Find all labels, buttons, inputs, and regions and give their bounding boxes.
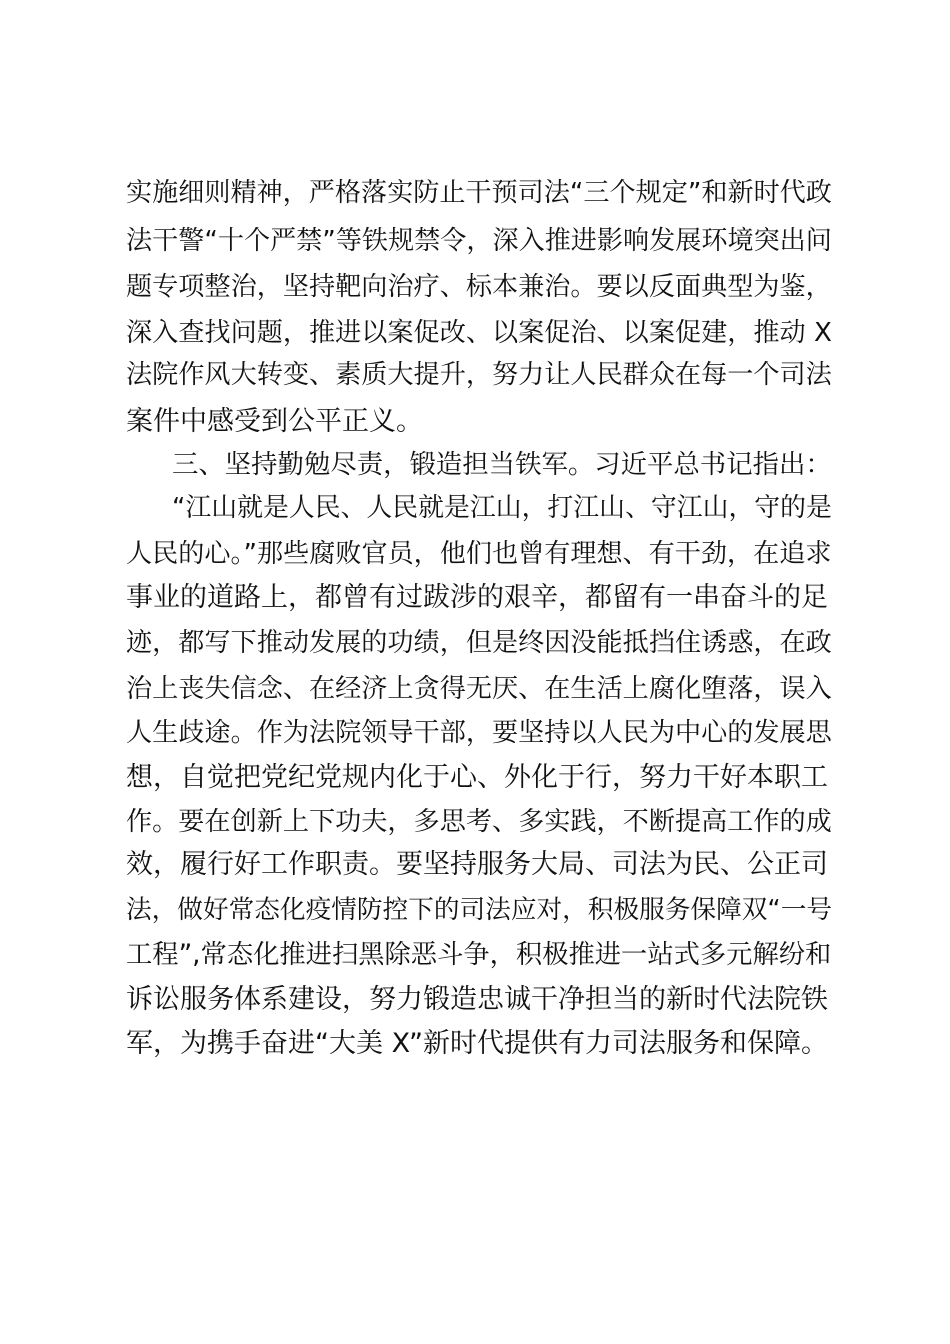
text-line: 法，做好常态化疫情防控下的司法应对，积极服务保障双“一号 [126, 895, 833, 925]
text-line: 深入查找问题，推进以案促改、以案促治、以案促建，推动 X [126, 318, 832, 348]
text-line: 效，履行好工作职责。要坚持服务大局、司法为民、公正司 [126, 849, 828, 880]
text-line: 法干警“十个严禁”等铁规禁令，深入推进影响发展环境突出问 [126, 226, 832, 256]
text-line: 题专项整治，坚持靶向治疗、标本兼治。要以反面典型为鉴， [126, 272, 832, 302]
text-line: 法院作风大转变、素质大提升，努力让人民群众在每一个司法 [126, 360, 832, 390]
text-line: 人生歧途。作为法院领导干部，要坚持以人民为中心的发展思 [126, 718, 832, 748]
text-line: 人民的心。”那些腐败官员，他们也曾有理想、有干劲，在追求 [126, 539, 832, 569]
text-line: 事业的道路上，都曾有过跋涉的艰辛，都留有一串奋斗的足 [126, 582, 828, 613]
text-line: 诉讼服务体系建设，努力锻造忠诚干净担当的新时代法院铁 [126, 984, 828, 1015]
text-line: 迹，都写下推动发展的功绩，但是终因没能抵挡住诱惑，在政 [126, 628, 832, 658]
quote-line: “江山就是人民、人民就是江山，打江山、守江山，守的是 [172, 493, 832, 523]
text-line: 作。要在创新上下功夫，多思考、多实践，不断提高工作的成 [126, 807, 832, 837]
text-line: 案件中感受到公平正义。 [126, 406, 423, 437]
section-heading: 三、坚持勤勉尽责，锻造担当铁军。习近平总书记指出： [172, 449, 832, 480]
text-line: 实施细则精神，严格落实防止干预司法“三个规定”和新时代政 [126, 178, 832, 208]
text-line: 想，自觉把党纪党规内化于心、外化于行，努力干好本职工 [126, 762, 828, 793]
text-line: 治上丧失信念、在经济上贪得无厌、在生活上腐化堕落，误入 [126, 674, 832, 704]
text-line: 军，为携手奋进“大美 X”新时代提供有力司法服务和保障。 [126, 1028, 828, 1059]
text-line: 工程”,常态化推进扫黑除恶斗争，积极推进一站式多元解纷和 [126, 940, 832, 970]
